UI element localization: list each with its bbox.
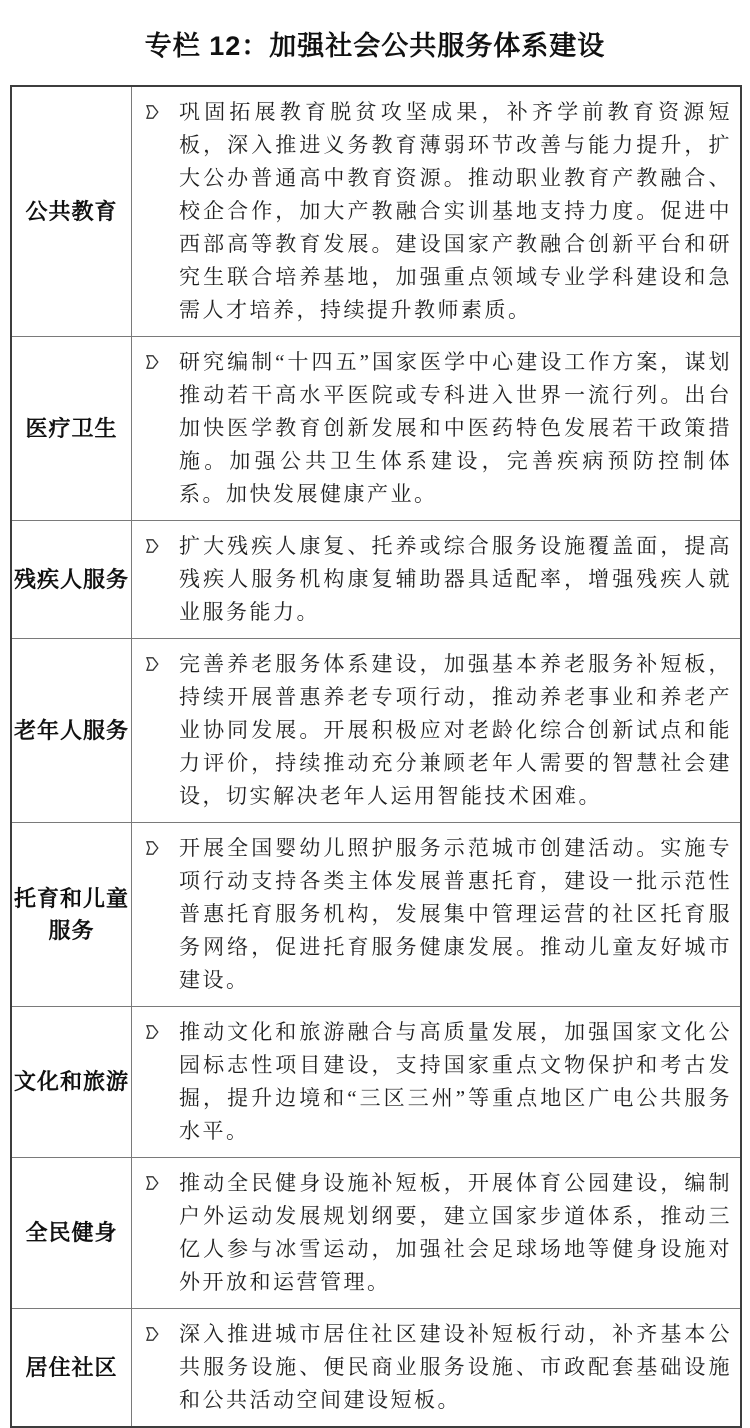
white-right-arrow-icon: [144, 537, 160, 555]
row-header: 居住社区: [11, 1309, 132, 1428]
row-header: 医疗卫生: [11, 337, 132, 521]
table-row: [11, 86, 741, 337]
row-content-cell: [132, 1158, 742, 1309]
row-header: 残疾人服务: [11, 521, 132, 639]
row-text: 扩大残疾人康复、托养或综合服务设施覆盖面，提高残疾人服务机构康复辅助器具适配率，增强残疾人就业服务能力。: [179, 534, 732, 624]
row-content-cell: [132, 86, 742, 337]
table-row: [11, 1158, 741, 1309]
row-header: 托育和儿童服务: [11, 823, 132, 1007]
table-row: [11, 639, 741, 823]
white-right-arrow-icon: [144, 353, 160, 371]
white-right-arrow-icon: [144, 1325, 160, 1343]
row-content-cell: [132, 639, 742, 823]
white-right-arrow-icon: [144, 839, 160, 857]
table-row: [11, 337, 741, 521]
row-header: 全民健身: [11, 1158, 132, 1309]
row-text: 巩固拓展教育脱贫攻坚成果，补齐学前教育资源短板，深入推进义务教育薄弱环节改善与能力提升，扩大公办普通高中教育资源。推动职业教育产教融合、校企合作，加大产教融合实训基地支持力度。促进中西部高等教育发展。建设国家产教融合创新平台和研究生联合培养基地，加强重点领域专业学科建设和急需人才培养，持续提升教师素质。: [179, 100, 732, 322]
table-row: [11, 1309, 741, 1428]
row-text: 完善养老服务体系建设，加强基本养老服务补短板，持续开展普惠养老专项行动，推动养老事业和养老产业协同发展。开展积极应对老龄化综合创新试点和能力评价，持续推动充分兼顾老年人需要的智慧社会建设，切实解决老年人运用智能技术困难。: [179, 652, 732, 808]
row-content-cell: [132, 337, 742, 521]
white-right-arrow-icon: [144, 655, 160, 673]
white-right-arrow-icon: [144, 1174, 160, 1192]
row-text: 推动文化和旅游融合与高质量发展，加强国家文化公园标志性项目建设，支持国家重点文物保护和考古发掘，提升边境和“三区三州”等重点地区广电公共服务水平。: [179, 1020, 732, 1143]
row-header: 文化和旅游: [11, 1007, 132, 1158]
row-header: 公共教育: [11, 86, 132, 337]
row-content-cell: [132, 823, 742, 1007]
row-text: 推动全民健身设施补短板，开展体育公园建设，编制户外运动发展规划纲要，建立国家步道体系，推动三亿人参与冰雪运动，加强社会足球场地等健身设施对外开放和运营管理。: [179, 1171, 732, 1294]
white-right-arrow-icon: [144, 1023, 160, 1041]
table-row: [11, 521, 741, 639]
row-text: 开展全国婴幼儿照护服务示范城市创建活动。实施专项行动支持各类主体发展普惠托育，建设一批示范性普惠托育服务机构，发展集中管理运营的社区托育服务网络，促进托育服务健康发展。推动儿童友好城市建设。: [179, 836, 732, 992]
table-body: [11, 86, 741, 1427]
table-row: [11, 823, 741, 1007]
row-text: 深入推进城市居住社区建设补短板行动，补齐基本公共服务设施、便民商业服务设施、市政配套基础设施和公共活动空间建设短板。: [179, 1322, 732, 1412]
row-content-cell: [132, 521, 742, 639]
public-service-table: [10, 85, 742, 1428]
row-text: 研究编制“十四五”国家医学中心建设工作方案，谋划推动若干高水平医院或专科进入世界一流行列。出台加快医学教育创新发展和中医药特色发展若干政策措施。加强公共卫生体系建设，完善疾病预防控制体系。加快发展健康产业。: [179, 350, 732, 506]
white-right-arrow-icon: [144, 103, 160, 121]
page-title: 专栏 12：加强社会公共服务体系建设: [144, 31, 606, 61]
row-header: 老年人服务: [11, 639, 132, 823]
table-row: [11, 1007, 741, 1158]
row-content-cell: [132, 1309, 742, 1428]
row-content-cell: [132, 1007, 742, 1158]
